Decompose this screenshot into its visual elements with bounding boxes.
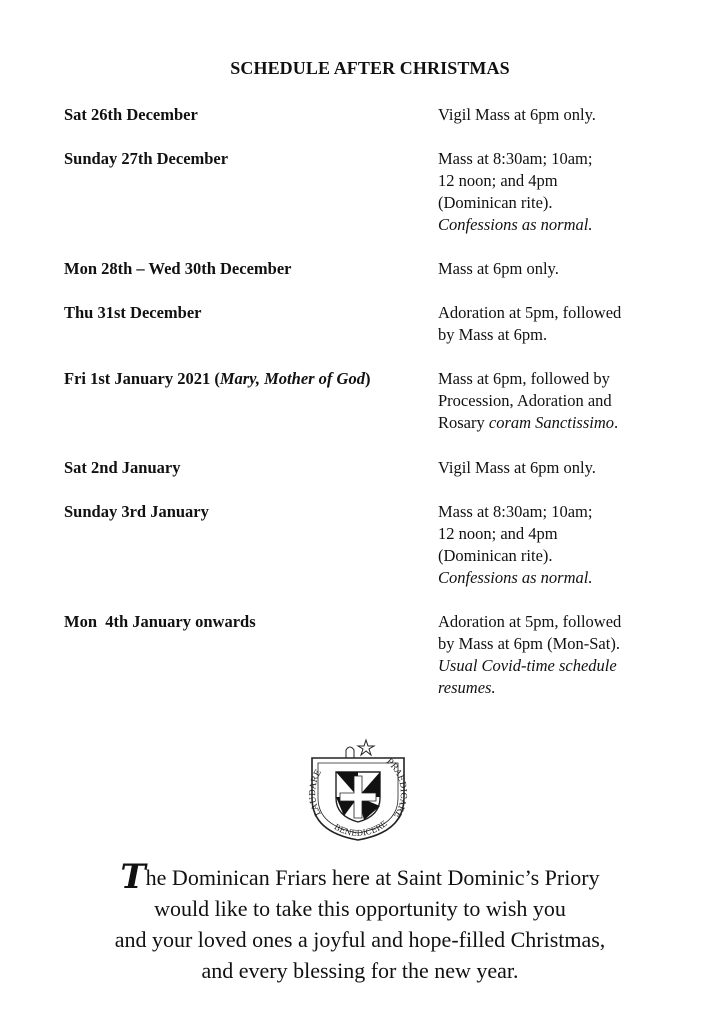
- event-line: by Mass at 6pm (Mon-Sat).: [438, 634, 620, 653]
- schedule-events: [438, 611, 678, 699]
- schedule-events: [438, 104, 678, 126]
- schedule-day: Sat 26th December: [64, 105, 198, 124]
- event-line: [438, 412, 678, 434]
- svg-text:LAUDARE: [308, 768, 324, 817]
- event-line: Adoration at 5pm, followed: [438, 612, 622, 631]
- schedule-day: Mon 4th January onwards: [64, 612, 256, 631]
- schedule-events: [438, 457, 678, 479]
- event-line: by Mass at 6pm.: [438, 325, 548, 344]
- event-line: Procession, Adoration and: [438, 391, 612, 410]
- schedule-events: [438, 258, 678, 280]
- greeting-line: and every blessing for the new year.: [201, 958, 519, 983]
- christmas-greeting: [0, 857, 715, 986]
- greeting-line: [0, 857, 715, 897]
- schedule-day: Sunday 27th December: [64, 149, 229, 168]
- greeting-line-rest: he Dominican Friars here at Saint Dominic’s Priory: [145, 865, 600, 890]
- event-line: 12 noon; and 4pm: [438, 171, 558, 190]
- event-line: 12 noon; and 4pm: [438, 524, 558, 543]
- seal-motto-bottom: BENEDICERE: [332, 819, 389, 838]
- schedule-events: [438, 148, 678, 236]
- day-suffix: ): [364, 369, 371, 388]
- dominican-seal-logo: [304, 736, 412, 844]
- schedule-events: [438, 501, 678, 589]
- schedule-events: [438, 302, 678, 346]
- schedule-day: [64, 368, 370, 390]
- event-note: resumes.: [438, 678, 496, 697]
- greeting-line: and your loved ones a joyful and hope-filled Christmas,: [114, 927, 606, 952]
- event-line-latin: coram Sanctissimo: [488, 413, 614, 432]
- seal-motto-right: PRAEDICARE: [383, 756, 408, 820]
- event-line: (Dominican rite).: [438, 193, 553, 212]
- feast-name: Mary, Mother of God: [219, 369, 365, 388]
- event-line: Mass at 6pm only.: [438, 259, 559, 278]
- schedule-events: [438, 368, 678, 434]
- schedule-day: Sat 2nd January: [64, 458, 181, 477]
- event-line: Mass at 8:30am; 10am;: [438, 502, 593, 521]
- event-line: Vigil Mass at 6pm only.: [438, 105, 596, 124]
- schedule-day: Thu 31st December: [64, 303, 202, 322]
- day-prefix: Fri 1st January 2021 (: [64, 369, 220, 388]
- event-line-suffix: .: [614, 413, 619, 432]
- schedule-day: Mon 28th – Wed 30th December: [64, 259, 292, 278]
- event-note: Usual Covid-time schedule: [438, 656, 617, 675]
- event-line: Mass at 8:30am; 10am;: [438, 149, 593, 168]
- event-line: (Dominican rite).: [438, 546, 553, 565]
- page-title: SCHEDULE AFTER CHRISTMAS: [230, 58, 510, 78]
- schedule-day: Sunday 3rd January: [64, 502, 209, 521]
- greeting-line: would like to take this opportunity to wish you: [154, 896, 566, 921]
- event-line: Adoration at 5pm, followed: [438, 303, 622, 322]
- event-note: Confessions as normal.: [438, 215, 593, 234]
- event-line: Vigil Mass at 6pm only.: [438, 458, 596, 477]
- seal-motto-left: LAUDARE: [308, 768, 324, 818]
- event-line: Mass at 6pm, followed by: [438, 369, 610, 388]
- event-line-prefix: Rosary: [438, 413, 489, 432]
- event-note: Confessions as normal.: [438, 568, 593, 587]
- greeting-dropcap: T: [120, 857, 146, 897]
